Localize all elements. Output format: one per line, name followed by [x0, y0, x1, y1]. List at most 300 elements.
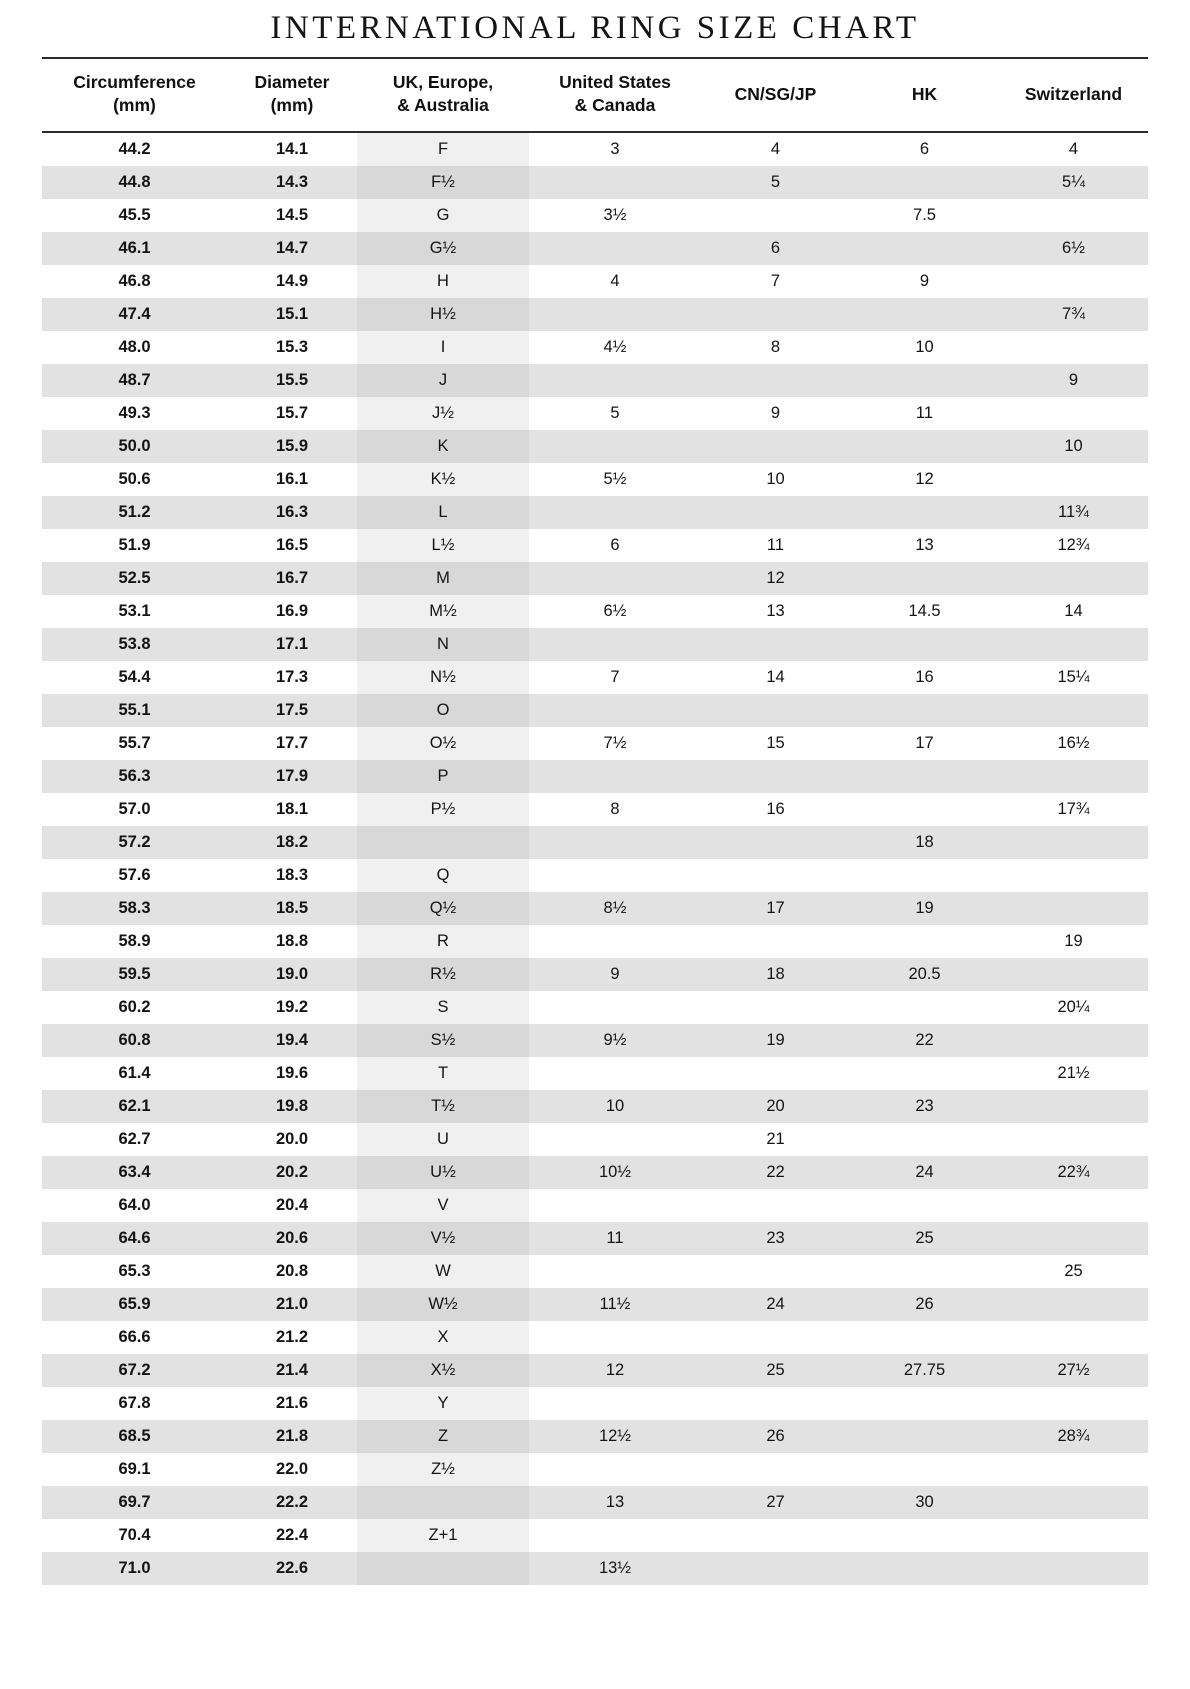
cell-cn: 18	[701, 958, 850, 991]
cell-uk: V	[357, 1189, 529, 1222]
cell-cn: 11	[701, 529, 850, 562]
cell-switzerland: 20¼	[999, 991, 1148, 1024]
cell-cn: 15	[701, 727, 850, 760]
cell-us: 7½	[529, 727, 701, 760]
cell-cn: 16	[701, 793, 850, 826]
cell-hk: 22	[850, 1024, 999, 1057]
column-header-line-1: CN/SG/JP	[734, 83, 817, 104]
table-row	[42, 1057, 1148, 1090]
cell-us	[529, 166, 701, 199]
column-header-uk-europe-australia	[357, 58, 529, 132]
cell-circumference: 57.6	[42, 859, 227, 892]
cell-hk	[850, 793, 999, 826]
column-header-line-1: Switzerland	[1024, 83, 1123, 104]
cell-uk: P½	[357, 793, 529, 826]
cell-us	[529, 1519, 701, 1552]
cell-diameter: 22.0	[227, 1453, 357, 1486]
cell-cn: 8	[701, 331, 850, 364]
cell-switzerland	[999, 628, 1148, 661]
cell-diameter: 19.6	[227, 1057, 357, 1090]
cell-cn	[701, 1387, 850, 1420]
cell-cn	[701, 694, 850, 727]
cell-circumference: 59.5	[42, 958, 227, 991]
cell-us	[529, 496, 701, 529]
cell-hk: 23	[850, 1090, 999, 1123]
cell-cn: 27	[701, 1486, 850, 1519]
table-row	[42, 793, 1148, 826]
cell-us: 7	[529, 661, 701, 694]
cell-diameter: 19.2	[227, 991, 357, 1024]
cell-circumference: 53.8	[42, 628, 227, 661]
table-row	[42, 364, 1148, 397]
cell-uk: M½	[357, 595, 529, 628]
cell-hk	[850, 991, 999, 1024]
cell-circumference: 55.7	[42, 727, 227, 760]
column-header-hk	[850, 58, 999, 132]
table-row	[42, 397, 1148, 430]
cell-uk: K½	[357, 463, 529, 496]
table-row	[42, 925, 1148, 958]
cell-switzerland: 17¾	[999, 793, 1148, 826]
cell-cn	[701, 430, 850, 463]
cell-switzerland: 22¾	[999, 1156, 1148, 1189]
cell-diameter: 17.3	[227, 661, 357, 694]
cell-us	[529, 1189, 701, 1222]
cell-circumference: 57.0	[42, 793, 227, 826]
cell-circumference: 46.8	[42, 265, 227, 298]
cell-uk: V½	[357, 1222, 529, 1255]
cell-switzerland: 5¼	[999, 166, 1148, 199]
table-row	[42, 1090, 1148, 1123]
cell-uk: U	[357, 1123, 529, 1156]
cell-diameter: 19.8	[227, 1090, 357, 1123]
column-header-line-2: (mm)	[270, 95, 314, 116]
cell-us	[529, 562, 701, 595]
cell-cn: 14	[701, 661, 850, 694]
cell-switzerland	[999, 760, 1148, 793]
cell-us	[529, 1387, 701, 1420]
cell-uk: H½	[357, 298, 529, 331]
cell-cn	[701, 925, 850, 958]
cell-uk: O	[357, 694, 529, 727]
cell-us	[529, 430, 701, 463]
cell-switzerland: 28¾	[999, 1420, 1148, 1453]
column-header-line-1: United States	[559, 72, 671, 92]
cell-hk: 13	[850, 529, 999, 562]
cell-switzerland: 6½	[999, 232, 1148, 265]
column-header-line-2: & Australia	[397, 95, 489, 116]
cell-switzerland: 16½	[999, 727, 1148, 760]
cell-circumference: 61.4	[42, 1057, 227, 1090]
cell-hk: 27.75	[850, 1354, 999, 1387]
cell-uk: Y	[357, 1387, 529, 1420]
cell-switzerland	[999, 199, 1148, 232]
cell-us: 3½	[529, 199, 701, 232]
table-row	[42, 1552, 1148, 1585]
cell-hk: 11	[850, 397, 999, 430]
column-header-line-2: & Canada	[574, 95, 656, 116]
table-row	[42, 892, 1148, 925]
cell-circumference: 69.7	[42, 1486, 227, 1519]
table-row	[42, 1387, 1148, 1420]
cell-circumference: 69.1	[42, 1453, 227, 1486]
cell-uk: T	[357, 1057, 529, 1090]
cell-switzerland	[999, 1552, 1148, 1585]
cell-cn	[701, 1189, 850, 1222]
column-header-line-1: UK, Europe,	[392, 72, 494, 92]
cell-diameter: 20.6	[227, 1222, 357, 1255]
cell-switzerland: 27½	[999, 1354, 1148, 1387]
table-row	[42, 1024, 1148, 1057]
cell-us: 10½	[529, 1156, 701, 1189]
cell-us: 5	[529, 397, 701, 430]
cell-circumference: 62.1	[42, 1090, 227, 1123]
cell-cn: 6	[701, 232, 850, 265]
cell-uk: L½	[357, 529, 529, 562]
cell-uk: L	[357, 496, 529, 529]
table-row	[42, 1486, 1148, 1519]
table-row	[42, 1288, 1148, 1321]
cell-diameter: 14.9	[227, 265, 357, 298]
cell-cn: 23	[701, 1222, 850, 1255]
cell-hk	[850, 1420, 999, 1453]
cell-circumference: 52.5	[42, 562, 227, 595]
cell-circumference: 62.7	[42, 1123, 227, 1156]
table-row	[42, 132, 1148, 166]
column-header-line-1: Diameter	[254, 72, 330, 92]
cell-diameter: 21.0	[227, 1288, 357, 1321]
cell-diameter: 20.4	[227, 1189, 357, 1222]
cell-cn	[701, 1519, 850, 1552]
cell-circumference: 45.5	[42, 199, 227, 232]
cell-hk	[850, 298, 999, 331]
cell-us	[529, 298, 701, 331]
cell-hk	[850, 1519, 999, 1552]
cell-us: 4½	[529, 331, 701, 364]
table-row	[42, 1420, 1148, 1453]
cell-cn: 19	[701, 1024, 850, 1057]
cell-circumference: 54.4	[42, 661, 227, 694]
cell-us: 8	[529, 793, 701, 826]
cell-hk: 30	[850, 1486, 999, 1519]
cell-circumference: 50.6	[42, 463, 227, 496]
cell-cn: 10	[701, 463, 850, 496]
cell-circumference: 51.2	[42, 496, 227, 529]
cell-circumference: 66.6	[42, 1321, 227, 1354]
cell-uk: T½	[357, 1090, 529, 1123]
cell-uk: R½	[357, 958, 529, 991]
table-row	[42, 1189, 1148, 1222]
cell-circumference: 53.1	[42, 595, 227, 628]
cell-cn	[701, 1321, 850, 1354]
table-row	[42, 859, 1148, 892]
cell-diameter: 18.1	[227, 793, 357, 826]
cell-uk: W	[357, 1255, 529, 1288]
cell-hk: 26	[850, 1288, 999, 1321]
cell-us: 12½	[529, 1420, 701, 1453]
cell-hk: 14.5	[850, 595, 999, 628]
cell-uk: Z½	[357, 1453, 529, 1486]
cell-switzerland	[999, 562, 1148, 595]
cell-cn	[701, 1453, 850, 1486]
cell-hk	[850, 232, 999, 265]
cell-hk: 10	[850, 331, 999, 364]
cell-uk: F½	[357, 166, 529, 199]
cell-diameter: 21.6	[227, 1387, 357, 1420]
cell-us	[529, 1255, 701, 1288]
column-header-cn-sg-jp	[701, 58, 850, 132]
cell-circumference: 51.9	[42, 529, 227, 562]
cell-hk: 6	[850, 132, 999, 166]
table-row	[42, 760, 1148, 793]
cell-switzerland	[999, 1288, 1148, 1321]
cell-diameter: 18.2	[227, 826, 357, 859]
cell-us: 3	[529, 132, 701, 166]
cell-uk	[357, 1486, 529, 1519]
cell-diameter: 18.8	[227, 925, 357, 958]
cell-us: 13	[529, 1486, 701, 1519]
cell-hk	[850, 430, 999, 463]
cell-switzerland	[999, 1123, 1148, 1156]
cell-cn	[701, 199, 850, 232]
cell-diameter: 22.6	[227, 1552, 357, 1585]
cell-hk	[850, 1057, 999, 1090]
cell-switzerland: 12¾	[999, 529, 1148, 562]
cell-us: 9	[529, 958, 701, 991]
table-body	[42, 132, 1148, 1585]
column-header-circumference	[42, 58, 227, 132]
column-header-switzerland	[999, 58, 1148, 132]
table-row	[42, 958, 1148, 991]
cell-us	[529, 364, 701, 397]
cell-us	[529, 232, 701, 265]
cell-uk	[357, 1552, 529, 1585]
cell-hk: 17	[850, 727, 999, 760]
cell-diameter: 14.3	[227, 166, 357, 199]
cell-diameter: 21.8	[227, 1420, 357, 1453]
cell-us	[529, 628, 701, 661]
cell-cn	[701, 1552, 850, 1585]
cell-hk	[850, 364, 999, 397]
cell-switzerland: 21½	[999, 1057, 1148, 1090]
cell-circumference: 68.5	[42, 1420, 227, 1453]
cell-switzerland	[999, 892, 1148, 925]
table-row	[42, 826, 1148, 859]
cell-diameter: 20.2	[227, 1156, 357, 1189]
cell-circumference: 56.3	[42, 760, 227, 793]
cell-uk: S½	[357, 1024, 529, 1057]
cell-diameter: 19.4	[227, 1024, 357, 1057]
cell-hk	[850, 166, 999, 199]
cell-uk: Q	[357, 859, 529, 892]
ring-size-table	[42, 57, 1148, 1585]
cell-cn	[701, 760, 850, 793]
table-header-row	[42, 58, 1148, 132]
cell-us	[529, 1453, 701, 1486]
cell-circumference: 65.9	[42, 1288, 227, 1321]
cell-diameter: 19.0	[227, 958, 357, 991]
cell-hk: 19	[850, 892, 999, 925]
column-header-line-1: Circumference	[73, 72, 196, 92]
cell-switzerland: 9	[999, 364, 1148, 397]
cell-hk: 18	[850, 826, 999, 859]
cell-uk: X½	[357, 1354, 529, 1387]
cell-us: 9½	[529, 1024, 701, 1057]
cell-uk: M	[357, 562, 529, 595]
cell-us	[529, 925, 701, 958]
column-header-line-2: (mm)	[113, 95, 156, 116]
cell-circumference: 44.8	[42, 166, 227, 199]
table-row	[42, 727, 1148, 760]
cell-us	[529, 859, 701, 892]
table-row	[42, 1123, 1148, 1156]
table-row	[42, 1321, 1148, 1354]
cell-us: 10	[529, 1090, 701, 1123]
table-row	[42, 232, 1148, 265]
cell-us	[529, 760, 701, 793]
cell-diameter: 18.3	[227, 859, 357, 892]
cell-uk: X	[357, 1321, 529, 1354]
cell-uk: N	[357, 628, 529, 661]
cell-hk	[850, 1453, 999, 1486]
cell-diameter: 15.5	[227, 364, 357, 397]
cell-circumference: 70.4	[42, 1519, 227, 1552]
cell-switzerland	[999, 1321, 1148, 1354]
cell-uk: U½	[357, 1156, 529, 1189]
cell-circumference: 47.4	[42, 298, 227, 331]
cell-switzerland	[999, 331, 1148, 364]
cell-switzerland: 4	[999, 132, 1148, 166]
cell-us: 13½	[529, 1552, 701, 1585]
cell-diameter: 16.5	[227, 529, 357, 562]
cell-diameter: 21.4	[227, 1354, 357, 1387]
cell-diameter: 15.7	[227, 397, 357, 430]
cell-circumference: 71.0	[42, 1552, 227, 1585]
cell-cn	[701, 364, 850, 397]
cell-diameter: 15.1	[227, 298, 357, 331]
cell-diameter: 14.1	[227, 132, 357, 166]
cell-switzerland	[999, 397, 1148, 430]
cell-circumference: 48.7	[42, 364, 227, 397]
cell-diameter: 16.9	[227, 595, 357, 628]
table-row	[42, 694, 1148, 727]
cell-diameter: 17.9	[227, 760, 357, 793]
cell-uk: R	[357, 925, 529, 958]
cell-diameter: 21.2	[227, 1321, 357, 1354]
table-row	[42, 463, 1148, 496]
cell-cn	[701, 991, 850, 1024]
cell-cn	[701, 1255, 850, 1288]
table-row	[42, 1519, 1148, 1552]
cell-switzerland	[999, 1387, 1148, 1420]
column-header-line-1: HK	[911, 83, 938, 104]
cell-switzerland: 15¼	[999, 661, 1148, 694]
table-row	[42, 331, 1148, 364]
cell-circumference: 46.1	[42, 232, 227, 265]
cell-circumference: 55.1	[42, 694, 227, 727]
table-row	[42, 1453, 1148, 1486]
cell-cn	[701, 1057, 850, 1090]
table-row	[42, 496, 1148, 529]
cell-uk: S	[357, 991, 529, 1024]
cell-hk	[850, 496, 999, 529]
cell-cn: 22	[701, 1156, 850, 1189]
cell-cn: 26	[701, 1420, 850, 1453]
cell-switzerland	[999, 1090, 1148, 1123]
cell-uk: J	[357, 364, 529, 397]
cell-circumference: 60.2	[42, 991, 227, 1024]
cell-cn: 25	[701, 1354, 850, 1387]
cell-diameter: 17.1	[227, 628, 357, 661]
table-row	[42, 166, 1148, 199]
cell-switzerland	[999, 1222, 1148, 1255]
cell-circumference: 64.6	[42, 1222, 227, 1255]
cell-switzerland: 19	[999, 925, 1148, 958]
cell-switzerland	[999, 463, 1148, 496]
cell-cn: 21	[701, 1123, 850, 1156]
cell-hk	[850, 760, 999, 793]
table-row	[42, 595, 1148, 628]
cell-us	[529, 1321, 701, 1354]
table-row	[42, 430, 1148, 463]
cell-cn: 9	[701, 397, 850, 430]
cell-diameter: 16.7	[227, 562, 357, 595]
page-title: INTERNATIONAL RING SIZE CHART	[270, 10, 920, 46]
cell-switzerland	[999, 1519, 1148, 1552]
cell-us: 11½	[529, 1288, 701, 1321]
cell-circumference: 48.0	[42, 331, 227, 364]
cell-uk: N½	[357, 661, 529, 694]
cell-us: 4	[529, 265, 701, 298]
cell-circumference: 60.8	[42, 1024, 227, 1057]
cell-uk: W½	[357, 1288, 529, 1321]
cell-hk: 25	[850, 1222, 999, 1255]
cell-uk: Z+1	[357, 1519, 529, 1552]
cell-uk: P	[357, 760, 529, 793]
table-row	[42, 529, 1148, 562]
cell-uk: Z	[357, 1420, 529, 1453]
cell-hk: 16	[850, 661, 999, 694]
cell-uk: G	[357, 199, 529, 232]
cell-hk: 7.5	[850, 199, 999, 232]
cell-circumference: 58.9	[42, 925, 227, 958]
cell-hk	[850, 562, 999, 595]
cell-cn: 5	[701, 166, 850, 199]
cell-hk	[850, 694, 999, 727]
cell-cn	[701, 496, 850, 529]
cell-us	[529, 1123, 701, 1156]
cell-circumference: 49.3	[42, 397, 227, 430]
cell-switzerland: 10	[999, 430, 1148, 463]
cell-switzerland	[999, 859, 1148, 892]
cell-circumference: 63.4	[42, 1156, 227, 1189]
cell-switzerland	[999, 1453, 1148, 1486]
cell-diameter: 16.1	[227, 463, 357, 496]
cell-switzerland	[999, 694, 1148, 727]
cell-switzerland	[999, 1486, 1148, 1519]
cell-diameter: 18.5	[227, 892, 357, 925]
cell-diameter: 20.8	[227, 1255, 357, 1288]
table-row	[42, 661, 1148, 694]
cell-hk: 12	[850, 463, 999, 496]
cell-cn: 4	[701, 132, 850, 166]
cell-uk: G½	[357, 232, 529, 265]
cell-us	[529, 826, 701, 859]
column-header-diameter	[227, 58, 357, 132]
cell-circumference: 64.0	[42, 1189, 227, 1222]
cell-hk: 24	[850, 1156, 999, 1189]
cell-switzerland	[999, 826, 1148, 859]
